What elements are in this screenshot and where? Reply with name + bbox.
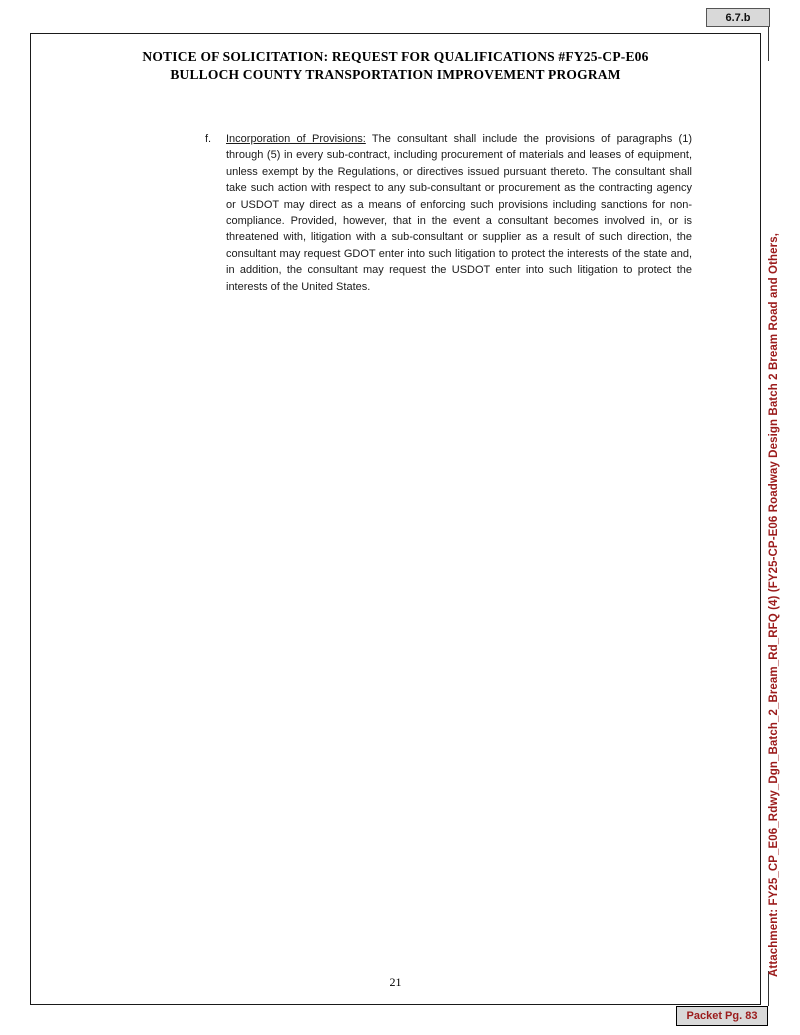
tab-connector-line-top — [768, 27, 769, 61]
body-paragraph-f — [205, 131, 692, 295]
paragraph-heading: Incorporation of Provisions: — [226, 133, 366, 145]
packet-page-box — [676, 1006, 768, 1026]
page-number: 21 — [389, 975, 402, 989]
section-tab-label: 6.7.b — [725, 11, 751, 24]
paragraph-text — [226, 131, 692, 295]
document-title-line1: NOTICE OF SOLICITATION: REQUEST FOR QUALIFICATIONS #FY25-CP-E06 — [142, 49, 649, 64]
document-title-line2: BULLOCH COUNTY TRANSPORTATION IMPROVEMENT PROGRAM — [170, 67, 621, 82]
list-item-label: f. — [205, 133, 212, 145]
section-tab — [706, 8, 770, 27]
attachment-sidebar-text: Attachment: FY25_CP_E06_Rdwy_Dgn_Batch_2_Bream_Rd_RFQ (4) (FY25-CP-E06 Roadway Design Batch 2 Bream Road and Others, — [768, 233, 780, 977]
document-title — [40, 48, 751, 84]
paragraph-body: The consultant shall include the provisions of paragraphs (1) through (5) in every sub-contract, including procurement of materials and leases of equipment, unless exempt by the Regulations, or directives issued pursuant thereto. The consultant shall take such action with respect to any sub-consultant or procurement as the contracting agency or USDOT may direct as a means of enforcing such provisions including sanctions for non-compliance. Provided, however, that in the event a consultant becomes involved in, or is threatened with, litigation with a sub-consultant or supplier as a result of such direction, the consultant may request GDOT enter into such litigation to protect the interests of the state and, in addition, the consultant may request the USDOT enter into such litigation to protect the interests of the United States. — [226, 133, 693, 293]
packet-page-label: Packet Pg. 83 — [686, 1010, 758, 1022]
